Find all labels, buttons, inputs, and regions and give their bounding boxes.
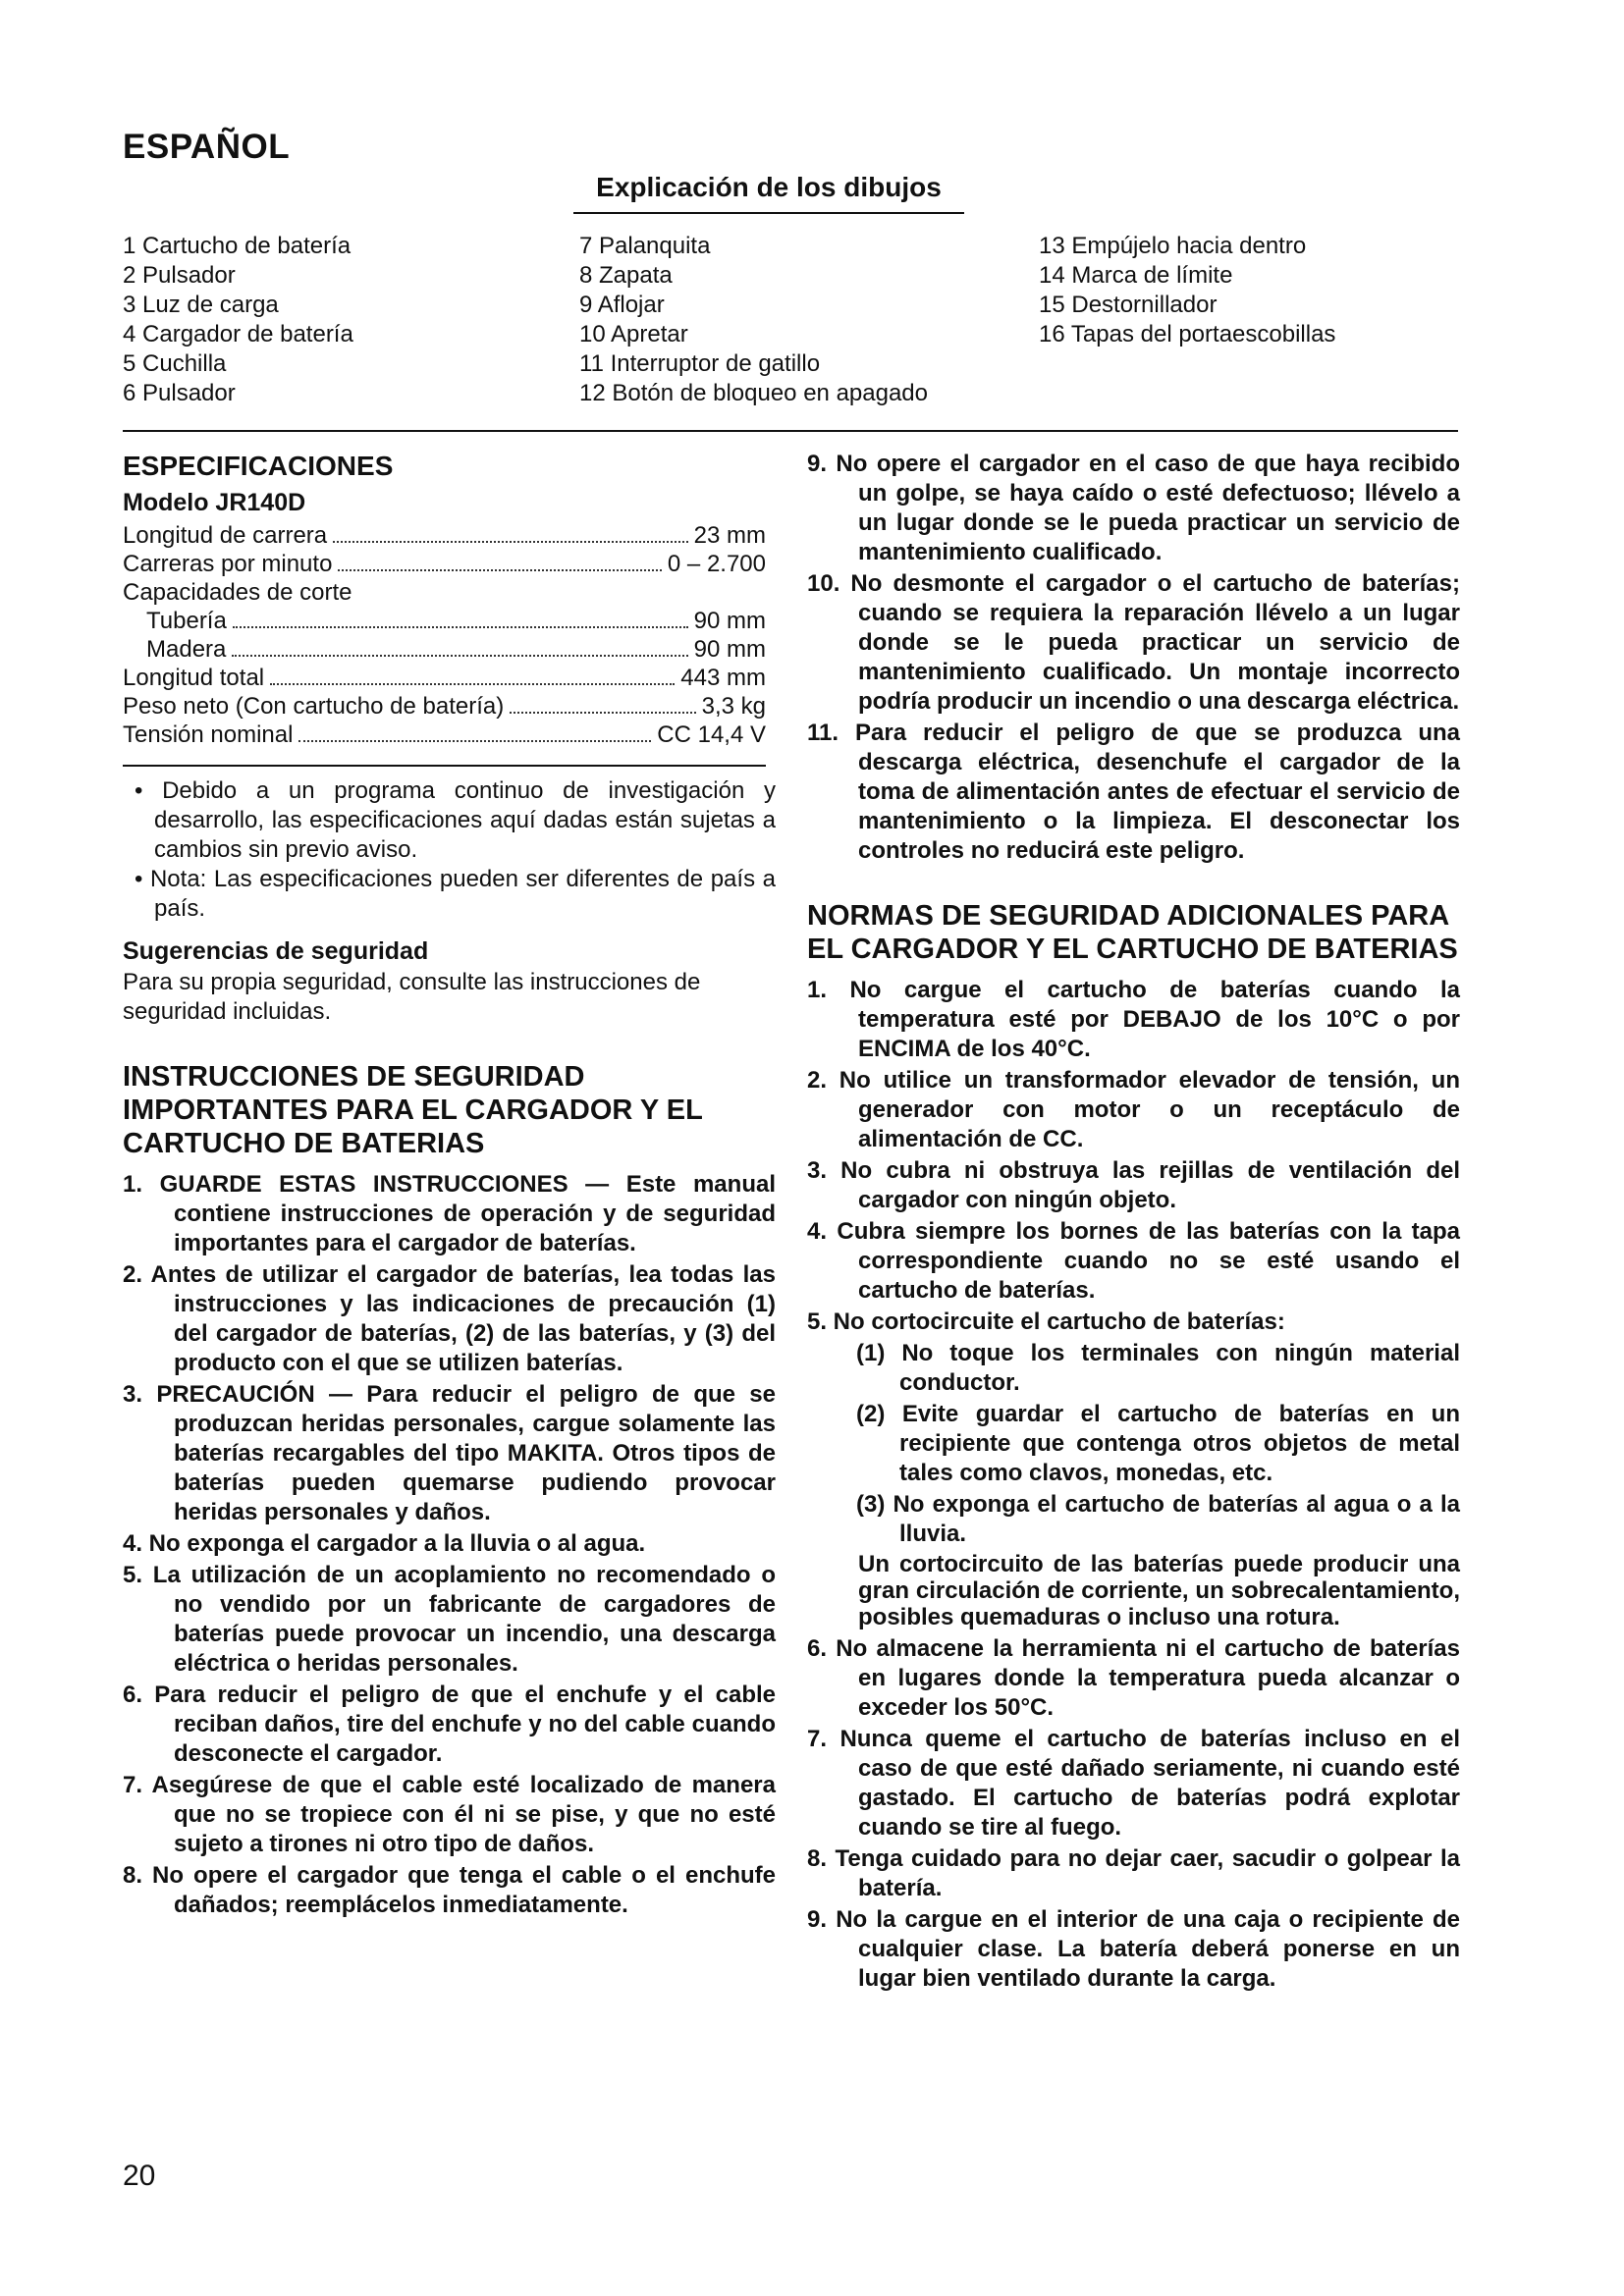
spec-label: Tensión nominal: [123, 721, 294, 748]
legend-item: 2 Pulsador: [123, 262, 236, 289]
spec-note: • Debido a un programa continuo de investigación y desarrollo, las especificaciones aquí dadas están sujetas a cambios sin previo aviso.: [135, 777, 776, 863]
list-item: 6. Para reducir el peligro de que el enchufe y el cable reciban daños, tire del enchufe y no del cable cuando desconecte el cargador.: [123, 1682, 776, 1767]
legend-item: 7 Palanquita: [579, 233, 711, 259]
legend-item: 6 Pulsador: [123, 380, 236, 406]
spec-divider: [123, 765, 766, 767]
normas-list: [807, 976, 1460, 1337]
legend-item: 3 Luz de carga: [123, 292, 279, 318]
spec-value: 90 mm: [693, 636, 766, 663]
safety-subheading: Sugerencias de seguridad: [123, 937, 429, 965]
model-label: Modelo JR140D: [123, 489, 306, 516]
legend-item: 5 Cuchilla: [123, 350, 227, 377]
spec-label: Madera: [146, 636, 227, 663]
spec-row: [123, 721, 766, 749]
short-circuit-warning: Un cortocircuito de las baterías puede producir una gran circulación de corriente, un sobrecalentamiento, posibles quemaduras o incluso una rotura.: [858, 1551, 1460, 1630]
legend-item: 11 Interruptor de gatillo: [579, 350, 821, 377]
list-item: 2. No utilice un transformador elevador de tensión, un generador con motor o un receptáculo de alimentación de CC.: [807, 1067, 1460, 1152]
list-item: 11. Para reducir el peligro de que se produzca una descarga eléctrica, desenchufe el cargador de la toma de alimentación antes de efectuar el servicio de mantenimiento o la limpieza. El desconectar los controles no reducirá este peligro.: [807, 720, 1460, 864]
spec-value: 90 mm: [693, 608, 766, 634]
normas-list-continued: [807, 1634, 1460, 1994]
legend-item: 15 Destornillador: [1039, 292, 1218, 318]
legend-column-3: [1039, 232, 1335, 349]
list-item: 5. La utilización de un acoplamiento no recomendado o no vendido por un fabricante de cargadores de baterías puede provocar un incendio, una descarga eléctrica o heridas personales.: [123, 1562, 776, 1677]
sub-item: (2) Evite guardar el cartucho de baterías en un recipiente que contenga otros objetos de metal tales como clavos, monedas, etc.: [856, 1401, 1460, 1486]
legend-item: 12 Botón de bloqueo en apagado: [579, 380, 928, 406]
page-number: 20: [123, 2160, 156, 2192]
legend-item: 4 Cargador de batería: [123, 321, 353, 347]
spec-value: 0 – 2.700: [667, 551, 766, 577]
capacity-label: Capacidades de corte: [123, 579, 352, 606]
normas-heading: NORMAS DE SEGURIDAD ADICIONALES PARA EL CARGADOR Y EL CARTUCHO DE BATERIAS: [807, 900, 1458, 965]
legend-item: 10 Apretar: [579, 321, 688, 347]
spec-label: Longitud de carrera: [123, 522, 328, 549]
list-item: 1. No cargue el cartucho de baterías cuando la temperatura esté por DEBAJO de los 10°C o por ENCIMA de los 40°C.: [807, 977, 1460, 1062]
sub-item: (3) No exponga el cartucho de baterías al agua o a la lluvia.: [856, 1491, 1460, 1547]
list-item: 4. No exponga el cargador a la lluvia o al agua.: [123, 1530, 646, 1557]
spec-table: [123, 521, 776, 749]
spec-row: [123, 550, 766, 578]
section-divider: [123, 430, 1458, 432]
legend-title-rule: [573, 212, 964, 214]
list-item: 8. No opere el cargador que tenga el cable o el enchufe dañados; reemplácelos inmediatamente.: [123, 1862, 776, 1918]
legend-item: 16 Tapas del portaescobillas: [1039, 321, 1336, 347]
spec-label: Longitud total: [123, 665, 265, 691]
spec-value: 23 mm: [693, 522, 766, 549]
spec-label: Tubería: [146, 608, 227, 634]
instructions-list: [123, 1170, 776, 1920]
left-column: [123, 450, 776, 1922]
spec-label: Peso neto (Con cartucho de batería): [123, 693, 505, 720]
instructions-heading: INSTRUCCIONES DE SEGURIDAD IMPORTANTES PARA EL CARGADOR Y EL CARTUCHO DE BATERIAS: [123, 1061, 703, 1159]
spec-value: 443 mm: [680, 665, 766, 691]
list-item: 5. No cortocircuite el cartucho de baterías:: [807, 1308, 1285, 1335]
language-heading: ESPAÑOL: [123, 128, 291, 166]
spec-value: CC 14,4 V: [657, 721, 766, 748]
legend-item: 14 Marca de límite: [1039, 262, 1233, 289]
safety-text: Para su propia seguridad, consulte las instrucciones de seguridad incluidas.: [123, 969, 701, 1025]
list-item: 7. Nunca queme el cartucho de baterías incluso en el caso de que esté dañado seriamente, ni cuando esté gastado. El cartucho de baterías podrá explotar cuando se tire al fuego.: [807, 1726, 1460, 1841]
list-item: 8. Tenga cuidado para no dejar caer, sacudir o golpear la batería.: [807, 1845, 1460, 1901]
spec-row: [123, 692, 766, 721]
instructions-list-continued: [807, 450, 1460, 866]
legend-column-1: [123, 232, 353, 408]
legend-item: 13 Empújelo hacia dentro: [1039, 233, 1307, 259]
spec-value: 3,3 kg: [701, 693, 766, 720]
legend-item: 9 Aflojar: [579, 292, 665, 318]
list-item: 6. No almacene la herramienta ni el cartucho de baterías en lugares donde la temperatura pueda alcanzar o exceder los 50°C.: [807, 1635, 1460, 1721]
list-item: 1. GUARDE ESTAS INSTRUCCIONES — Este manual contiene instrucciones de operación y de seguridad importantes para el cargador de baterías.: [123, 1171, 776, 1256]
list-item: 9. No opere el cargador en el caso de que haya recibido un golpe, se haya caído o esté defectuoso; llévelo a un lugar donde se le pueda practicar un servicio de mantenimiento cualificado.: [807, 451, 1460, 565]
list-item: 7. Asegúrese de que el cable esté localizado de manera que no se tropiece con él ni se pise, y que no esté sujeto a tirones ni otro tipo de daños.: [123, 1772, 776, 1857]
list-item: 2. Antes de utilizar el cargador de baterías, lea todas las instrucciones y las indicaciones de precaución (1) del cargador de baterías, (2) de las baterías, y (3) del producto con el que se utilizen baterías.: [123, 1261, 776, 1376]
legend-column-2: [579, 232, 928, 408]
list-item: 9. No la cargue en el interior de una caja o recipiente de cualquier clase. La batería deberá ponerse en un lugar bien ventilado durante la carga.: [807, 1906, 1460, 1992]
spec-label: Carreras por minuto: [123, 551, 333, 577]
spec-row: [123, 521, 766, 550]
spec-row: [123, 635, 766, 664]
right-column: [807, 450, 1460, 1996]
list-item: 3. No cubra ni obstruya las rejillas de ventilación del cargador con ningún objeto.: [807, 1157, 1460, 1213]
list-item: 3. PRECAUCIÓN — Para reducir el peligro de que se produzcan heridas personales, cargue solamente las baterías recargables del tipo MAKITA. Otros tipos de baterías pueden quemarse pudiendo provocar heridas personales y daños.: [123, 1381, 776, 1525]
legend-item: 1 Cartucho de batería: [123, 233, 352, 259]
spec-note: • Nota: Las especificaciones pueden ser diferentes de país a país.: [135, 866, 776, 922]
list-item: 10. No desmonte el cargador o el cartucho de baterías; cuando se requiera la reparación llévelo a un lugar donde se le pueda practicar un servicio de mantenimiento cualificado. Un montaje incorrecto podría producir un incendio o una descarga eléctrica.: [807, 570, 1460, 715]
specs-heading: ESPECIFICACIONES: [123, 451, 394, 481]
list-item: 4. Cubra siempre los bornes de las baterías con la tapa correspondiente cuando no se esté usando el cartucho de baterías.: [807, 1218, 1460, 1304]
legend-title: Explicación de los dibujos: [596, 172, 942, 202]
sub-item: (1) No toque los terminales con ningún material conductor.: [856, 1340, 1460, 1396]
spec-row: [123, 664, 766, 692]
spec-row: [123, 607, 766, 635]
legend-item: 8 Zapata: [579, 262, 673, 289]
